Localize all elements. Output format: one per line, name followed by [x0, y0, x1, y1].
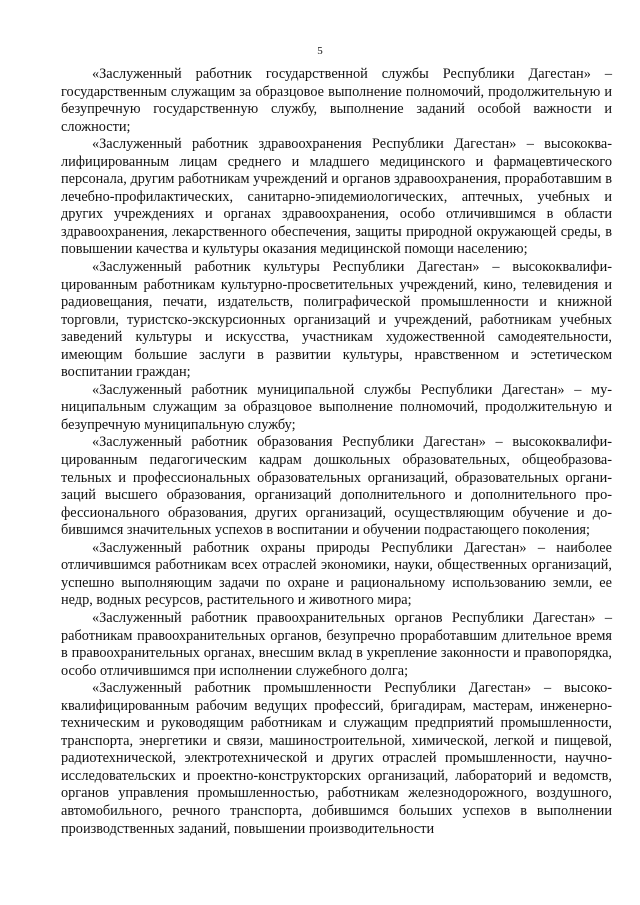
- paragraph-state-service-award: «Заслуженный работник государственной службы Республики Дагестан» – государственным служащим за образцовое выполнение полномочий, продолжительную и безупречную государственную службу, выполнение заданий особой важности и сложности;: [61, 66, 612, 135]
- paragraph-culture-award: «Заслуженный работник культуры Республики Дагестан» – высококвалифицированным работникам культурно-просветительных учреждений, кино, телевидения и радиовещания, печати, издательств, полиграфической промышленности и книжной торговли, туристско-экскурсионных организаций и учреждений, работникам учебных заведений культуры и искусства, участникам художественной самодеятельности, имеющим большие заслуги в развитии культуры, нравственном и эстетическом воспитании граждан;: [61, 259, 612, 381]
- page-number: 5: [317, 45, 323, 57]
- paragraph-education-award: «Заслуженный работник образования Республики Дагестан» – высококвалифицированным педагогическим кадрам дошкольных образовательных, общеобразовательных и профессиональных образовательных организаций, образовательных организаций высшего образования, организаций дополнительного и дополнительного профессионального образования, других организаций, осуществляющим обучение и добившимся значительных успехов в воспитании и обучении подрастающего поколения;: [61, 434, 612, 539]
- paragraph-municipal-service-award: «Заслуженный работник муниципальной службы Республики Дагестан» – муниципальным служащим за образцовое выполнение полномочий, продолжительную и безупречную муниципальную службу;: [61, 381, 612, 433]
- paragraph-healthcare-award: «Заслуженный работник здравоохранения Республики Дагестан» – высококвалифицированным лицам среднего и младшего медицинского и фармацевтического персонала, другим работникам учреждений и органов здравоохранения, проработавшим в лечебно-профилактических, санитарно-эпидемиологических, аптечных, учебных и других учреждениях и органах здравоохранения, особо отличившимся в области здравоохранения, лекарственного обеспечения, защиты природной окружающей среды, в повышении качества и культуры оказания медицинской помощи населению;: [61, 136, 612, 258]
- paragraph-nature-protection-award: «Заслуженный работник охраны природы Республики Дагестан» – наиболее отличившимся работникам всех отраслей экономики, науки, общественных организаций, успешно выполняющим задачи по охране и рациональному использованию земли, ее недр, водных ресурсов, растительного и животного мира;: [61, 539, 612, 609]
- document-body: [61, 66, 612, 838]
- paragraph-industry-award: «Заслуженный работник промышленности Республики Дагестан» – высококвалифицированным рабочим ведущих профессий, бригадирам, мастерам, инженерно-техническим и руководящим работникам и служащим предприятий промышленности, транспорта, энергетики и связи, машиностроительной, химической, легкой и пищевой, радиотехнической, электротехнической и других отраслей промышленности, научно-исследовательских и проектно-конструкторских организаций, лабораторий и ведомств, органов управления промышленностью, работникам железнодорожного, воздушного, автомобильного, речного транспорта, добившимся больших успехов в выполнении производственных заданий, повышении производительности: [61, 680, 612, 837]
- paragraph-law-enforcement-award: «Заслуженный работник правоохранительных органов Республики Дагестан» – работникам правоохранительных органов, безупречно проработавшим длительное время в правоохранительных органах, внесшим вклад в укрепление законности и правопорядка, особо отличившимся при исполнении служебного долга;: [61, 609, 612, 679]
